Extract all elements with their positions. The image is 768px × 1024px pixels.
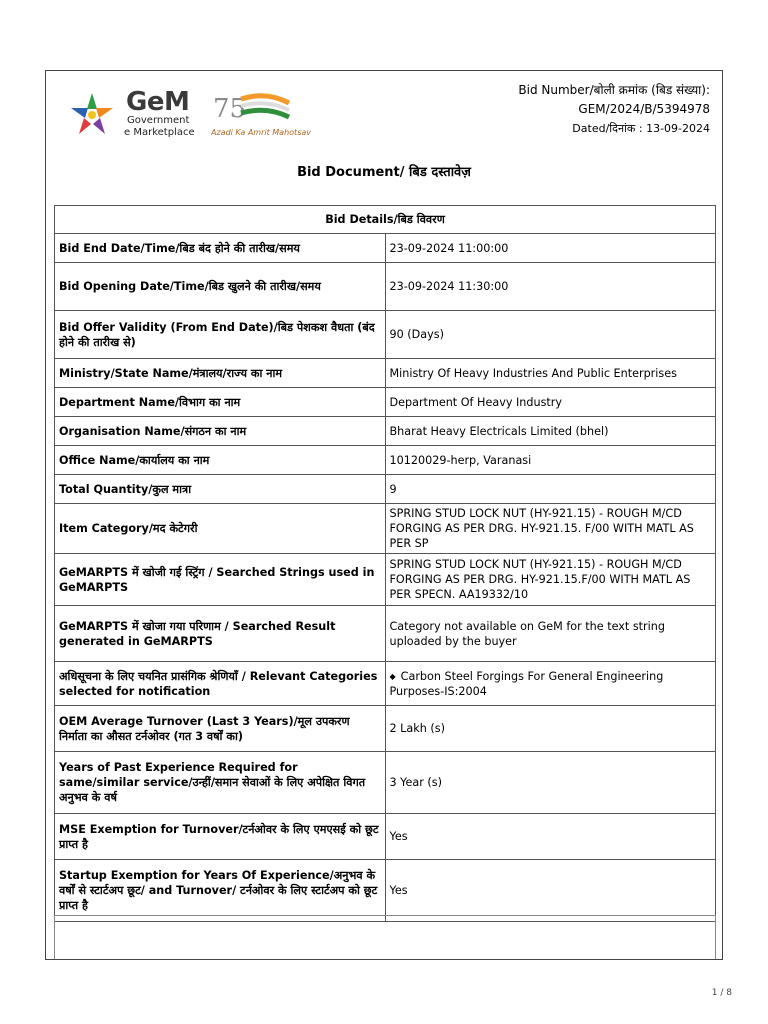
table-row <box>55 860 716 922</box>
row-label: Department Name/विभाग का नाम <box>55 388 386 417</box>
row-label: Startup Exemption for Years Of Experience/अनुभव के वर्षों से स्टार्टअप छूट/ and Turnover/ टर्नओवर के लिए स्टार्टअप को छूट प्राप्त है <box>55 860 386 922</box>
table-row <box>55 752 716 814</box>
row-label: Item Category/मद केटेगरी <box>55 504 386 554</box>
row-value: 23-09-2024 11:00:00 <box>385 234 716 263</box>
table-row <box>55 311 716 359</box>
relevant-category-item: ◆ Carbon Steel Forgings For General Engineering Purposes-IS:2004 <box>390 670 664 698</box>
bid-meta-block <box>518 81 710 138</box>
table-row <box>55 475 716 504</box>
row-value: Yes <box>385 860 716 922</box>
row-label: Bid Offer Validity (From End Date)/बिड पेशकश वैधता (बंद होने की तारीख से) <box>55 311 386 359</box>
gem-logo-subtitle-2: e Marketplace <box>124 127 195 138</box>
table-heading: Bid Details/बिड विवरण <box>55 206 716 234</box>
bid-details-table <box>54 205 716 922</box>
table-row <box>55 504 716 554</box>
row-value: Category not available on GeM for the text string uploaded by the buyer <box>385 606 716 662</box>
row-value: 9 <box>385 475 716 504</box>
row-label: Years of Past Experience Required for same/similar service/उन्हीं/समान सेवाओं के लिए अपेक्षित विगत अनुभव के वर्ष <box>55 752 386 814</box>
svg-text:75: 75 <box>213 94 247 124</box>
row-label: Office Name/कार्यालय का नाम <box>55 446 386 475</box>
table-row <box>55 446 716 475</box>
bid-date: Dated/दिनांक : 13-09-2024 <box>572 122 710 135</box>
row-value: SPRING STUD LOCK NUT (HY-921.15) - ROUGH M/CD FORGING AS PER DRG. HY-921.15. F/00 WITH MATL AS PER SP <box>385 504 716 554</box>
row-value-cell <box>385 662 716 706</box>
row-label: OEM Average Turnover (Last 3 Years)/मूल उपकरण निर्माता का औसत टर्नओवर (गत 3 वर्षों का) <box>55 706 386 752</box>
table-row <box>55 263 716 311</box>
azadi-ka-amrit-mahotsav-logo <box>211 91 321 141</box>
row-value: 3 Year (s) <box>385 752 716 814</box>
row-value: SPRING STUD LOCK NUT (HY-921.15) - ROUGH M/CD FORGING AS PER DRG. HY-921.15.F/00 WITH MATL AS PER SPECN. AA19332/10 <box>385 554 716 606</box>
table-row <box>55 388 716 417</box>
table-heading-row <box>55 206 716 234</box>
table-row <box>55 814 716 860</box>
row-label: GeMARPTS में खोजा गया परिणाम / Searched Result generated in GeMARPTS <box>55 606 386 662</box>
table-row <box>55 417 716 446</box>
row-label: Total Quantity/कुल मात्रा <box>55 475 386 504</box>
table-row <box>55 706 716 752</box>
gem-logo-subtitle-1: Government <box>127 115 190 126</box>
table-row <box>55 554 716 606</box>
table-row <box>55 234 716 263</box>
bid-number: GEM/2024/B/5394978 <box>578 102 710 116</box>
row-label: Ministry/State Name/मंत्रालय/राज्य का नाम <box>55 359 386 388</box>
row-value: Bharat Heavy Electricals Limited (bhel) <box>385 417 716 446</box>
bid-document-page <box>45 70 723 960</box>
row-label: GeMARPTS में खोजी गई स्ट्रिंग / Searched Strings used in GeMARPTS <box>55 554 386 606</box>
next-section-box <box>54 915 716 960</box>
table-row <box>55 662 716 706</box>
row-value: 10120029-herp, Varanasi <box>385 446 716 475</box>
row-value: 2 Lakh (s) <box>385 706 716 752</box>
row-label: Bid Opening Date/Time/बिड खुलने की तारीख/समय <box>55 263 386 311</box>
azadi-logo-text: Azadi Ka Amrit Mahotsav <box>211 128 311 137</box>
row-label: Bid End Date/Time/बिड बंद होने की तारीख/समय <box>55 234 386 263</box>
row-value: Yes <box>385 814 716 860</box>
document-title: Bid Document/ बिड दस्तावेज़ <box>297 165 471 180</box>
row-value: Department Of Heavy Industry <box>385 388 716 417</box>
row-value: 90 (Days) <box>385 311 716 359</box>
page-number: 1 / 8 <box>711 988 732 998</box>
row-value: Ministry Of Heavy Industries And Public Enterprises <box>385 359 716 388</box>
table-row <box>55 359 716 388</box>
bid-number-label: Bid Number/बोली क्रमांक (बिड संख्या): <box>518 83 710 97</box>
row-label: Organisation Name/संगठन का नाम <box>55 417 386 446</box>
row-label: अधिसूचना के लिए चयनित प्रासंगिक श्रेणियाँ / Relevant Categories selected for notification <box>55 662 386 706</box>
row-value: 23-09-2024 11:30:00 <box>385 263 716 311</box>
row-label: MSE Exemption for Turnover/टर्नओवर के लिए एमएसई को छूट प्राप्त है <box>55 814 386 860</box>
table-row <box>55 606 716 662</box>
gem-logo-text: GeM <box>126 87 190 117</box>
